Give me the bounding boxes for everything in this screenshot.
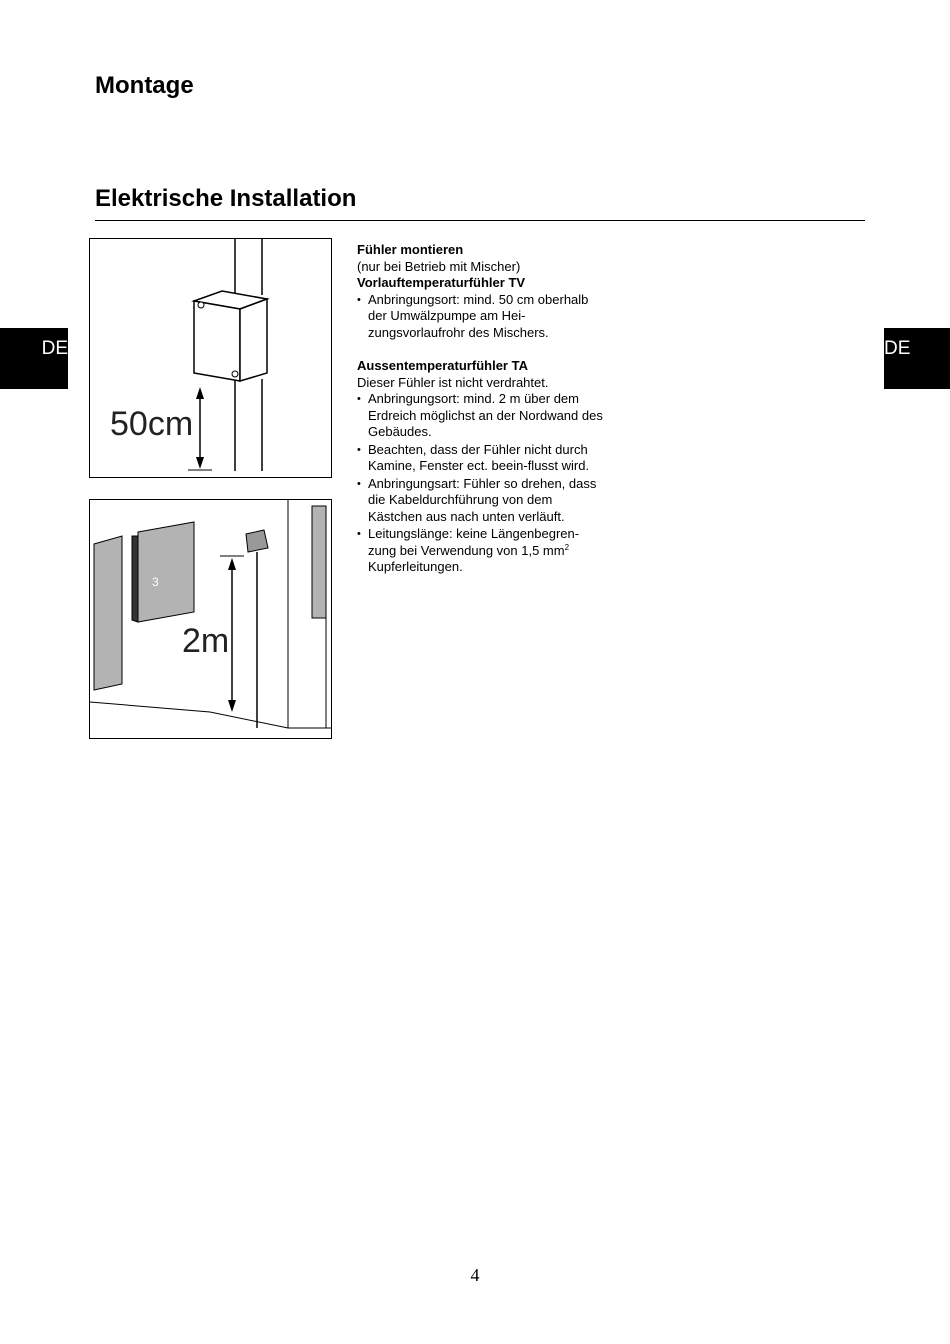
flow-sensor-list (357, 292, 607, 342)
figure-flow-sensor (89, 238, 332, 478)
language-tab-right (884, 328, 950, 389)
dimension-label: 2m (182, 622, 230, 660)
superscript: 2 (564, 542, 570, 552)
language-tab-label: DE (884, 338, 911, 359)
outside-sensor-illustration (90, 500, 331, 738)
note-not-wired: Dieser Fühler ist nicht verdrahtet. (357, 374, 549, 390)
list-item: • Anbringungsart: Fühler so drehen, dass die Kabeldurchführung von dem Kästchen aus nach unten verläuft. (357, 476, 607, 526)
list-item-text: Leitungslänge: keine Längenbegren-zung bei Verwendung von 1,5 mm (368, 526, 580, 558)
page-title: Montage (95, 72, 194, 99)
figure-outside-sensor (89, 499, 332, 739)
outside-sensor-list (357, 391, 607, 576)
flow-sensor-illustration (90, 239, 331, 477)
list-item (357, 526, 607, 576)
heading-outside-sensor: Aussentemperaturfühler TA (357, 358, 528, 373)
list-item: • Anbringungsort: mind. 50 cm oberhalb der Umwälzpumpe am Hei-zungsvorlaufrohr des Mischers. (357, 292, 607, 342)
page-number: 4 (470, 1265, 480, 1285)
heading-sensor-mounting: Fühler montieren (357, 242, 464, 257)
section-title: Elektrische Installation (95, 185, 357, 212)
list-item-tail: Kupferleitungen. (368, 559, 463, 574)
list-item: • Beachten, dass der Fühler nicht durch Kamine, Fenster ect. beein-flusst wird. (357, 442, 607, 475)
dimension-label: 50cm (110, 405, 194, 443)
list-item: • Anbringungsort: mind. 2 m über dem Erdreich möglichst an der Nordwand des Gebäudes. (357, 391, 607, 441)
note-mixer-only: (nur bei Betrieb mit Mischer) (357, 258, 521, 274)
language-tab-left (0, 328, 68, 389)
window-number: 3 (152, 575, 159, 589)
language-tab-label: DE (41, 338, 68, 359)
instructions-text (357, 242, 607, 577)
section-divider (95, 220, 865, 221)
heading-flow-sensor: Vorlauftemperaturfühler TV (357, 275, 526, 290)
